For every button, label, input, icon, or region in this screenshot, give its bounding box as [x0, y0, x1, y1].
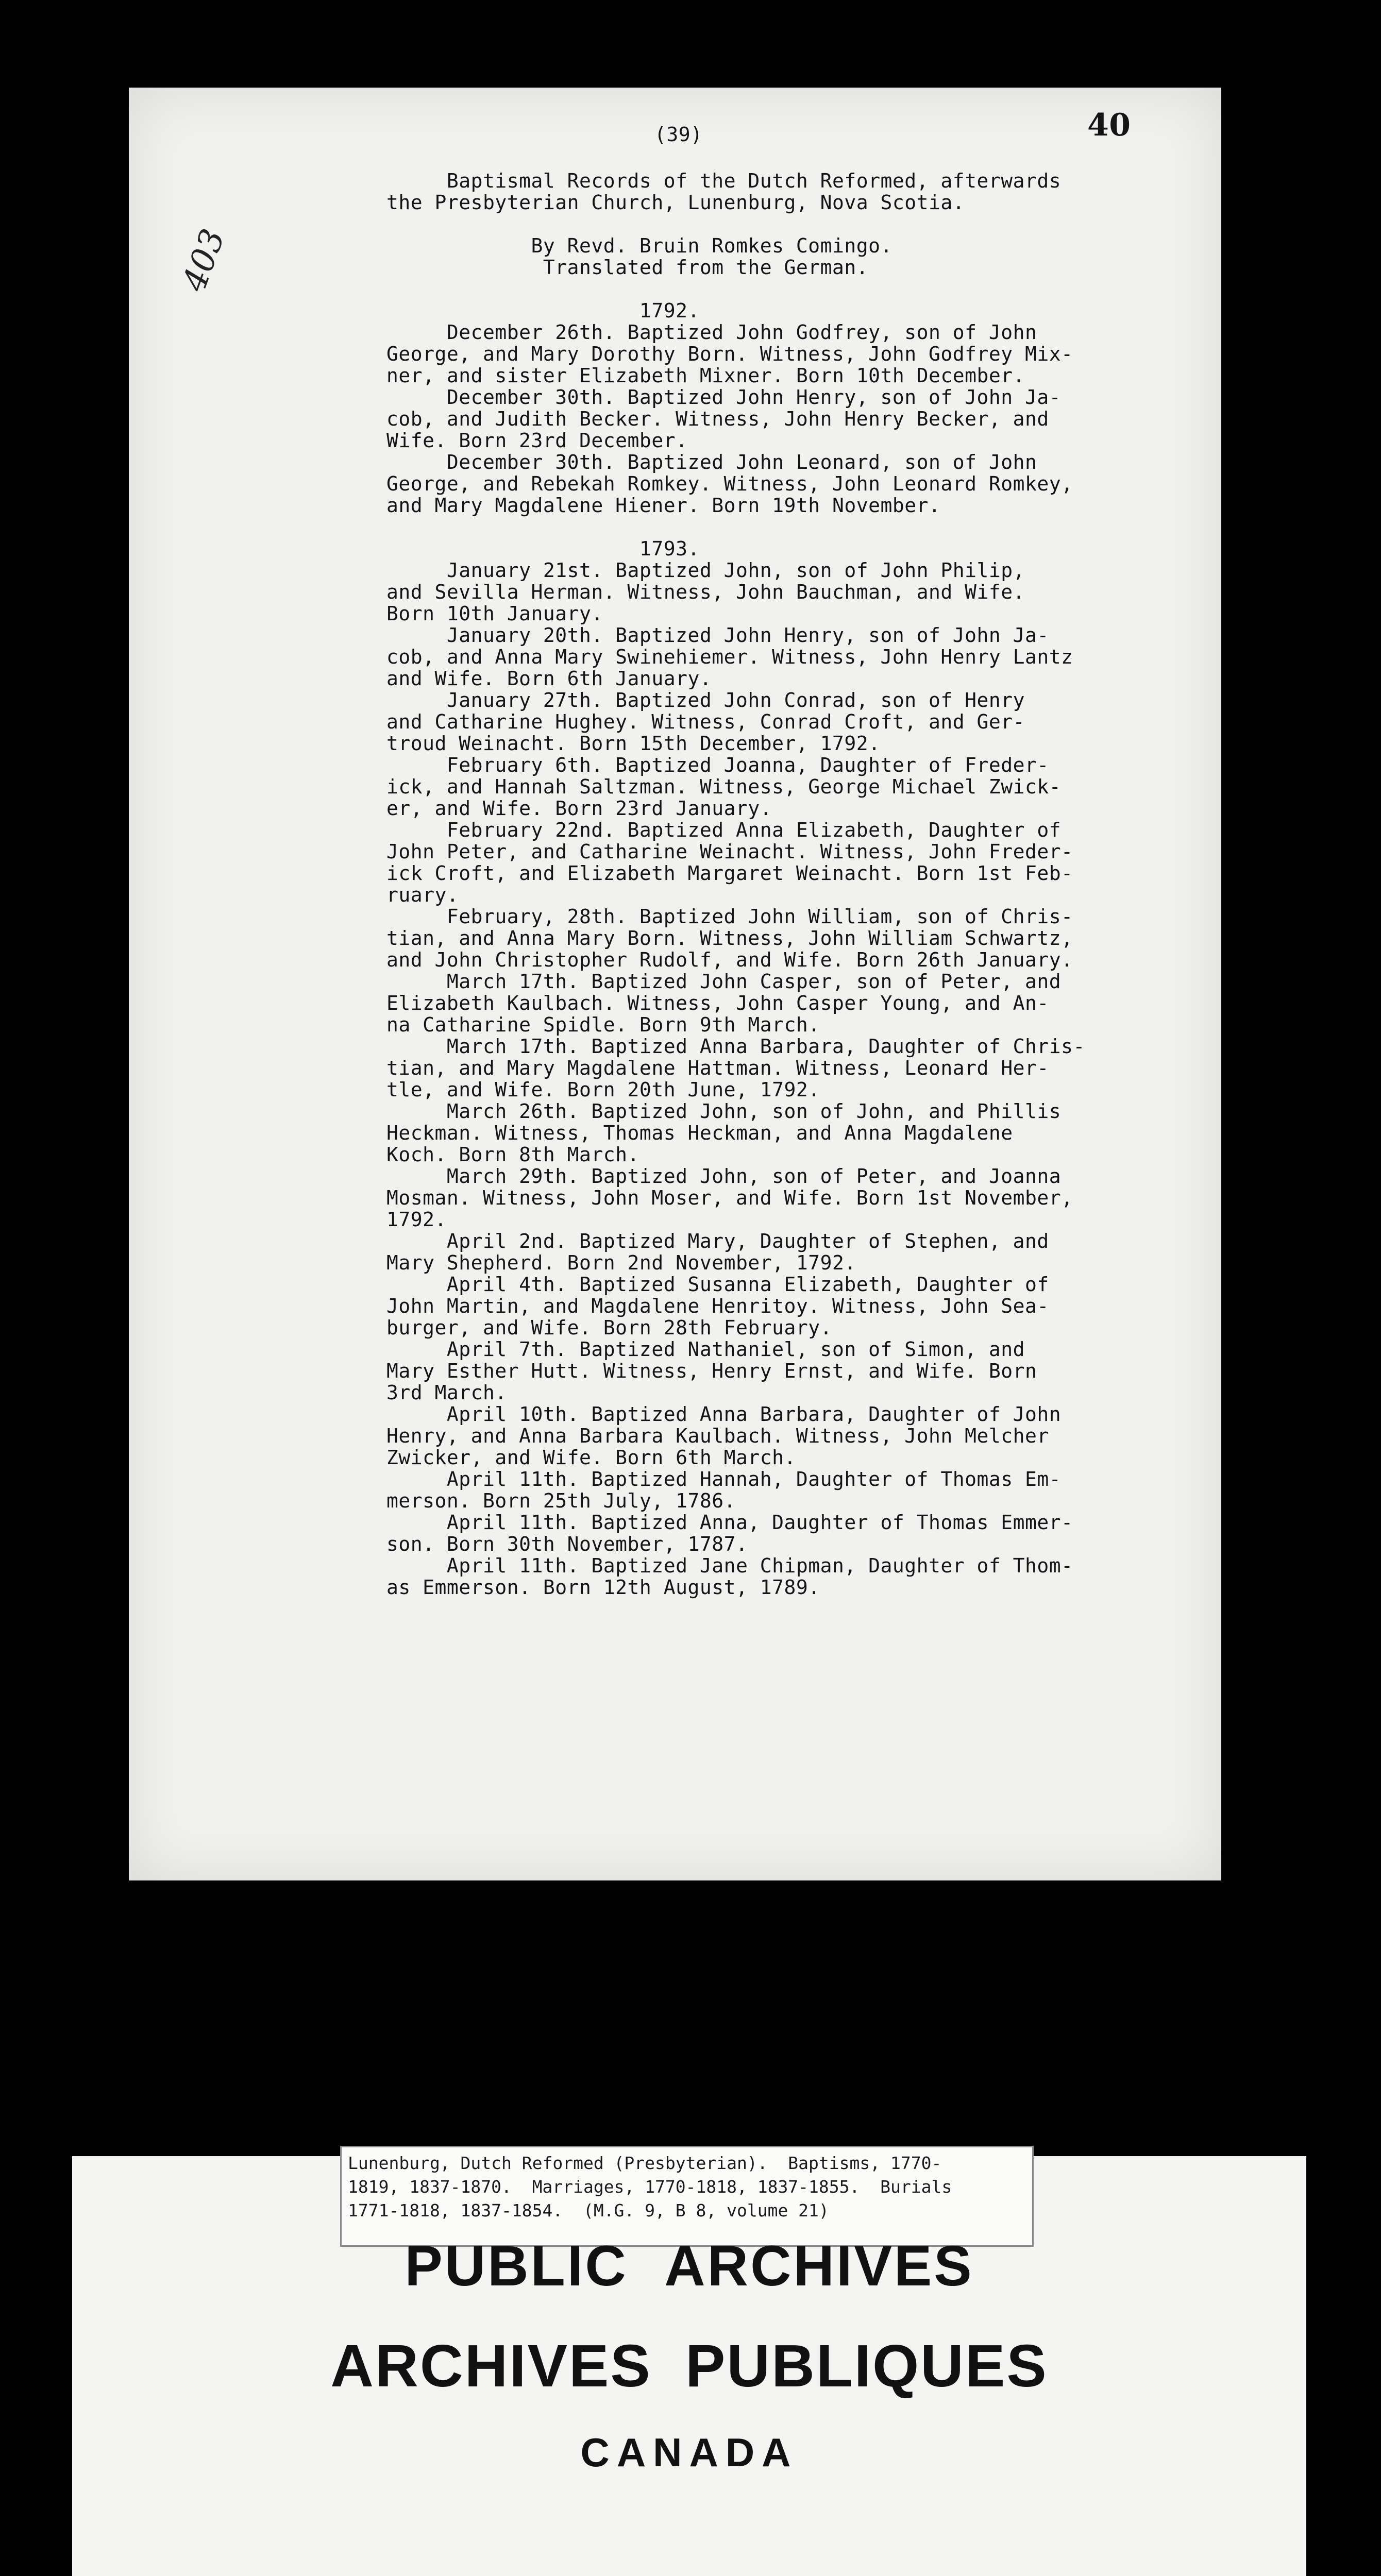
record-line: as Emmerson. Born 12th August, 1789.: [386, 1576, 820, 1599]
page-number-typed: (39): [654, 123, 703, 146]
record-line: Henry, and Anna Barbara Kaulbach. Witness, John Melcher: [386, 1425, 1049, 1447]
record-line: [386, 213, 1085, 235]
record-line: April 11th. Baptized Jane Chipman, Daughter of Thom-: [386, 1554, 1073, 1577]
record-line: ick, and Hannah Saltzman. Witness, George Michael Zwick-: [386, 775, 1062, 798]
record-line: March 17th. Baptized Anna Barbara, Daughter of Chris-: [386, 1035, 1085, 1058]
record-line: January 21st. Baptized John, son of John Philip,: [386, 559, 1025, 582]
record-line: John Martin, and Magdalene Henritoy. Witness, John Sea-: [386, 1295, 1049, 1317]
record-line: 1792.: [386, 1208, 447, 1231]
record-line: Heckman. Witness, Thomas Heckman, and Anna Magdalene: [386, 1122, 1013, 1144]
record-line: merson. Born 25th July, 1786.: [386, 1489, 736, 1512]
record-line: April 11th. Baptized Anna, Daughter of Thomas Emmer-: [386, 1511, 1073, 1534]
record-line: April 2nd. Baptized Mary, Daughter of Stephen, and: [386, 1230, 1049, 1252]
record-line: Translated from the German.: [386, 256, 869, 279]
record-line: January 20th. Baptized John Henry, son of John Ja-: [386, 624, 1049, 647]
record-line: troud Weinacht. Born 15th December, 1792.: [386, 732, 881, 755]
record-line: George, and Mary Dorothy Born. Witness, John Godfrey Mix-: [386, 343, 1073, 365]
record-line: April 4th. Baptized Susanna Elizabeth, Daughter of: [386, 1273, 1049, 1296]
archive-label-card: [72, 2153, 1306, 2576]
record-line: Wife. Born 23rd December.: [386, 429, 688, 452]
record-line: By Revd. Bruin Romkes Comingo.: [386, 234, 892, 257]
record-line: and Catharine Hughey. Witness, Conrad Croft, and Ger-: [386, 710, 1025, 733]
record-line: son. Born 30th November, 1787.: [386, 1533, 748, 1555]
record-line: March 17th. Baptized John Casper, son of Peter, and: [386, 970, 1062, 993]
record-line: December 30th. Baptized John Leonard, son of John: [386, 451, 1037, 473]
record-line: [386, 278, 1085, 300]
record-line: [386, 516, 1085, 538]
record-line: Mary Esther Hutt. Witness, Henry Ernst, and Wife. Born: [386, 1360, 1037, 1382]
record-line: burger, and Wife. Born 28th February.: [386, 1316, 832, 1339]
record-line: February 22nd. Baptized Anna Elizabeth, Daughter of: [386, 819, 1062, 841]
record-line: tian, and Anna Mary Born. Witness, John William Schwartz,: [386, 927, 1073, 950]
record-line: December 30th. Baptized John Henry, son of John Ja-: [386, 386, 1062, 409]
record-line: cob, and Anna Mary Swinehiemer. Witness, John Henry Lantz: [386, 646, 1073, 668]
record-line: and Mary Magdalene Hiener. Born 19th November.: [386, 494, 941, 517]
reference-tag: [340, 2146, 1034, 2247]
archive-country: CANADA: [580, 2430, 798, 2475]
reference-tag-text: [348, 2151, 952, 2223]
record-line: 3rd March.: [386, 1381, 507, 1404]
reference-tag-line: 1819, 1837-1870. Marriages, 1770-1818, 1837-1855. Burials: [348, 2177, 952, 2197]
record-line: George, and Rebekah Romkey. Witness, John Leonard Romkey,: [386, 472, 1073, 495]
record-line: April 11th. Baptized Hannah, Daughter of Thomas Em-: [386, 1468, 1062, 1490]
record-line: April 7th. Baptized Nathaniel, son of Simon, and: [386, 1338, 1025, 1361]
record-line: Mary Shepherd. Born 2nd November, 1792.: [386, 1251, 856, 1274]
record-line: March 29th. Baptized John, son of Peter, and Joanna: [386, 1165, 1062, 1188]
record-line: December 26th. Baptized John Godfrey, son of John: [386, 321, 1037, 344]
record-line: ruary.: [386, 884, 459, 906]
record-line: ick Croft, and Elizabeth Margaret Weinacht. Born 1st Feb-: [386, 862, 1073, 885]
record-line: Koch. Born 8th March.: [386, 1143, 639, 1166]
record-line: February 6th. Baptized Joanna, Daughter of Freder-: [386, 754, 1049, 776]
archive-title-english: PUBLIC ARCHIVES: [405, 2234, 974, 2298]
record-line: Born 10th January.: [386, 602, 603, 625]
record-line: na Catharine Spidle. Born 9th March.: [386, 1013, 820, 1036]
archive-title-french: ARCHIVES PUBLIQUES: [330, 2332, 1048, 2399]
record-line: March 26th. Baptized John, son of John, and Phillis: [386, 1100, 1062, 1123]
reference-tag-line: 1771-1818, 1837-1854. (M.G. 9, B 8, volume 21): [348, 2200, 829, 2221]
record-line: the Presbyterian Church, Lunenburg, Nova Scotia.: [386, 191, 965, 214]
record-line: April 10th. Baptized Anna Barbara, Daughter of John: [386, 1403, 1062, 1426]
document-page: [129, 88, 1221, 1880]
record-line: er, and Wife. Born 23rd January.: [386, 797, 772, 820]
record-line: Mosman. Witness, John Moser, and Wife. Born 1st November,: [386, 1187, 1073, 1209]
record-line: and Wife. Born 6th January.: [386, 667, 712, 690]
record-line: Baptismal Records of the Dutch Reformed, afterwards: [386, 170, 1062, 192]
record-line: ner, and sister Elizabeth Mixner. Born 10th December.: [386, 364, 1025, 387]
record-line: Zwicker, and Wife. Born 6th March.: [386, 1446, 796, 1469]
reference-tag-line: Lunenburg, Dutch Reformed (Presbyterian). Baptisms, 1770-: [348, 2153, 942, 2173]
record-line: and Sevilla Herman. Witness, John Bauchman, and Wife.: [386, 581, 1025, 603]
record-line: 1793.: [386, 537, 700, 560]
record-line: Elizabeth Kaulbach. Witness, John Casper Young, and An-: [386, 992, 1049, 1014]
margin-handwritten-note: 403: [175, 224, 233, 297]
baptism-records-text: [386, 170, 1085, 1598]
record-line: John Peter, and Catharine Weinacht. Witness, John Freder-: [386, 840, 1073, 863]
record-line: February, 28th. Baptized John William, son of Chris-: [386, 905, 1073, 928]
record-line: tle, and Wife. Born 20th June, 1792.: [386, 1078, 820, 1101]
record-line: January 27th. Baptized John Conrad, son of Henry: [386, 689, 1025, 711]
record-line: tian, and Mary Magdalene Hattman. Witness, Leonard Her-: [386, 1057, 1049, 1079]
record-line: cob, and Judith Becker. Witness, John Henry Becker, and: [386, 408, 1049, 430]
record-line: 1792.: [386, 299, 700, 322]
record-line: and John Christopher Rudolf, and Wife. Born 26th January.: [386, 948, 1073, 971]
page-number-stamp: 40: [1087, 107, 1131, 143]
